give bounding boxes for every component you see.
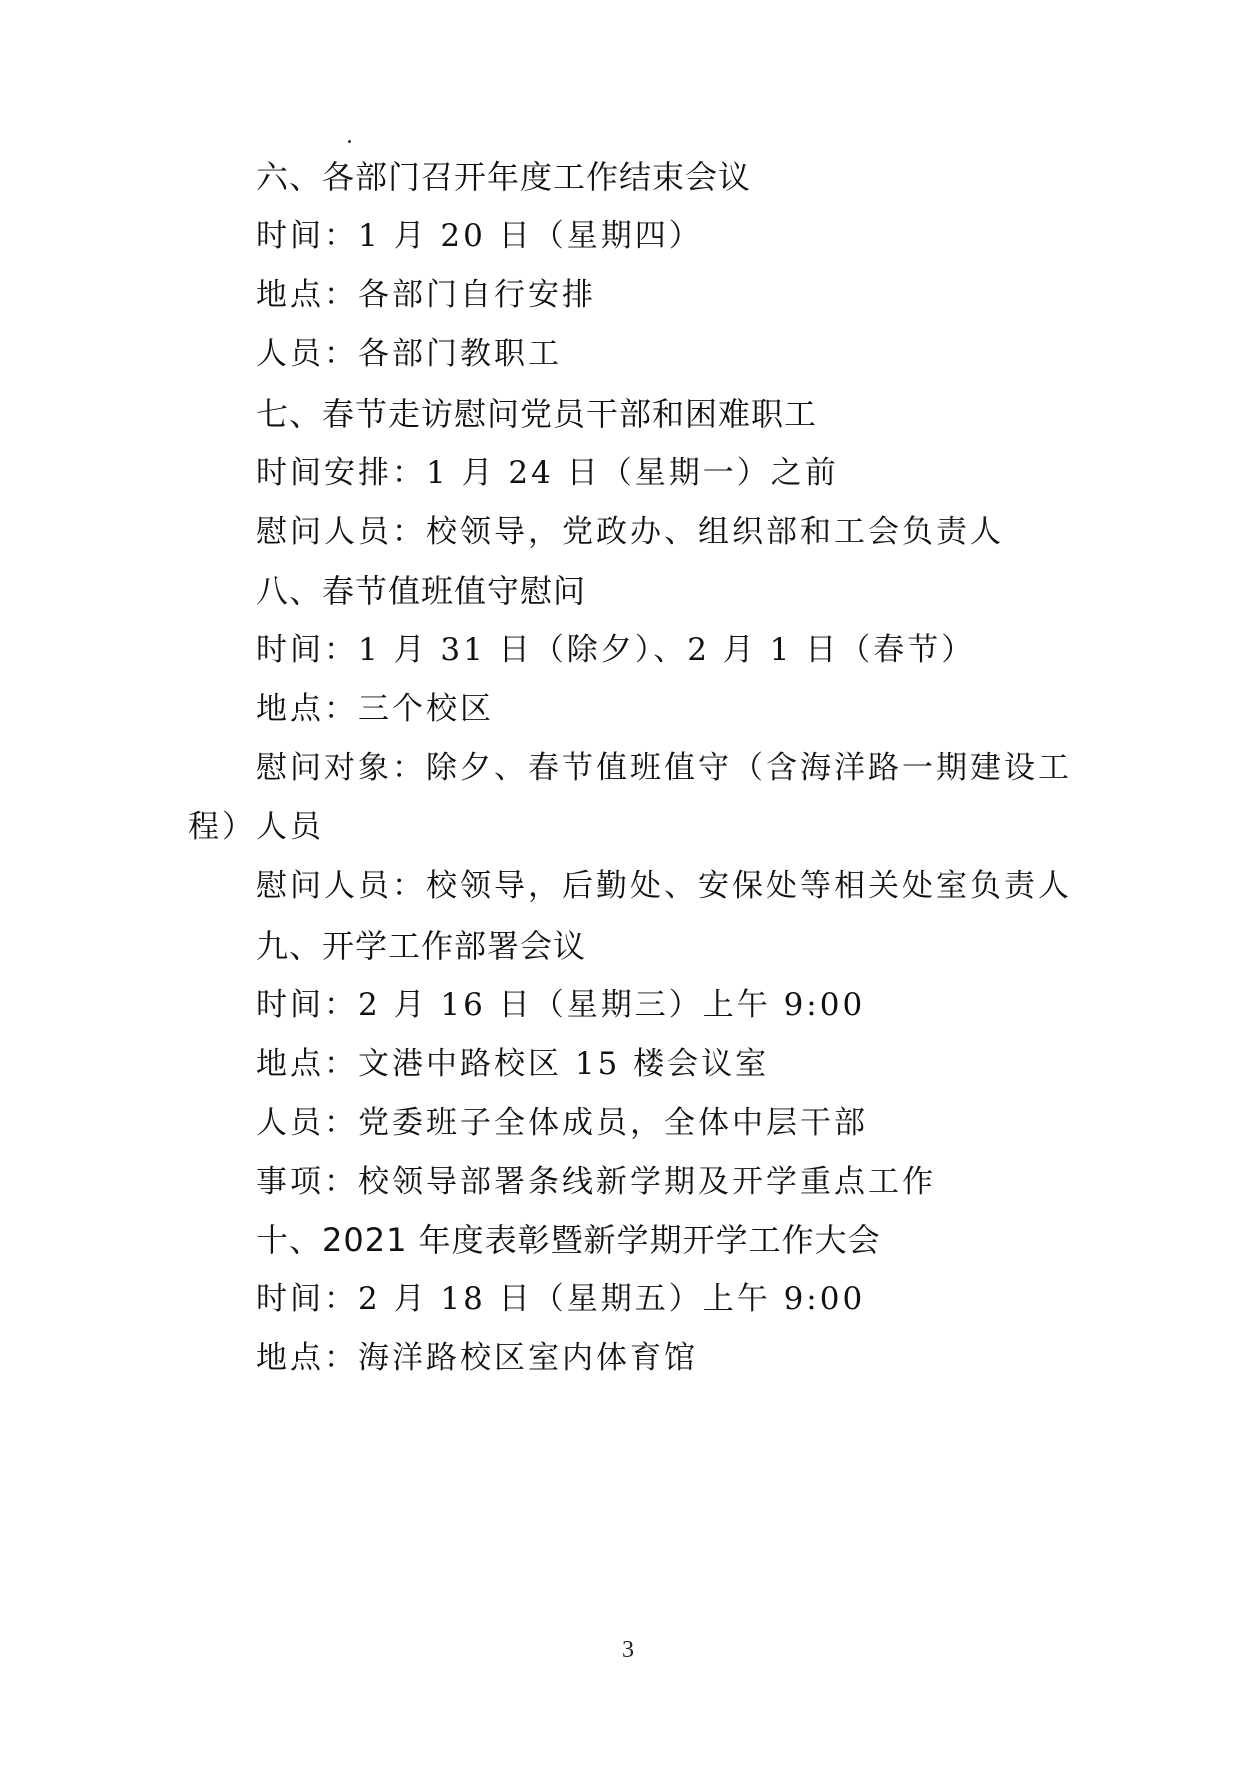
section-9-time: 时间：2 月 16 日（星期三）上午 9:00: [256, 987, 866, 1023]
section-heading-8: 八、春节值班值守慰问: [256, 572, 587, 610]
section-6-time: 时间：1 月 20 日（星期四）: [256, 218, 703, 254]
section-6-attendees: 人员：各部门教职工: [256, 336, 562, 372]
section-8-visitors: 慰问人员：校领导，后勤处、安保处等相关处室负责人: [256, 868, 1072, 904]
section-heading-9: 九、开学工作部署会议: [256, 927, 587, 965]
section-10-time: 时间：2 月 18 日（星期五）上午 9:00: [256, 1281, 866, 1317]
section-8-time: 时间：1 月 31 日（除夕）、2 月 1 日（春节）: [256, 632, 976, 668]
section-6-location: 地点：各部门自行安排: [256, 277, 596, 313]
section-9-attendees: 人员：党委班子全体成员，全体中层干部: [256, 1105, 868, 1141]
section-7-visitors: 慰问人员：校领导，党政办、组织部和工会负责人: [256, 514, 1004, 550]
section-10-location: 地点：海洋路校区室内体育馆: [256, 1340, 698, 1376]
scan-speck: [348, 140, 351, 143]
section-heading-7: 七、春节走访慰问党员干部和困难职工: [256, 395, 818, 433]
page-number: 3: [622, 1637, 634, 1663]
section-9-location: 地点：文港中路校区 15 楼会议室: [256, 1046, 770, 1082]
section-7-time: 时间安排：1 月 24 日（星期一）之前: [256, 455, 839, 491]
section-9-agenda: 事项：校领导部署条线新学期及开学重点工作: [256, 1164, 936, 1200]
section-8-location: 地点：三个校区: [256, 691, 494, 727]
section-8-targets: 慰问对象：除夕、春节值班值守（含海洋路一期建设工: [256, 750, 1072, 786]
section-heading-10: 十、2021 年度表彰暨新学期开学工作大会: [256, 1221, 881, 1259]
section-heading-6: 六、各部门召开年度工作结束会议: [256, 158, 752, 196]
section-8-targets-continued: 程）人员: [188, 809, 324, 845]
